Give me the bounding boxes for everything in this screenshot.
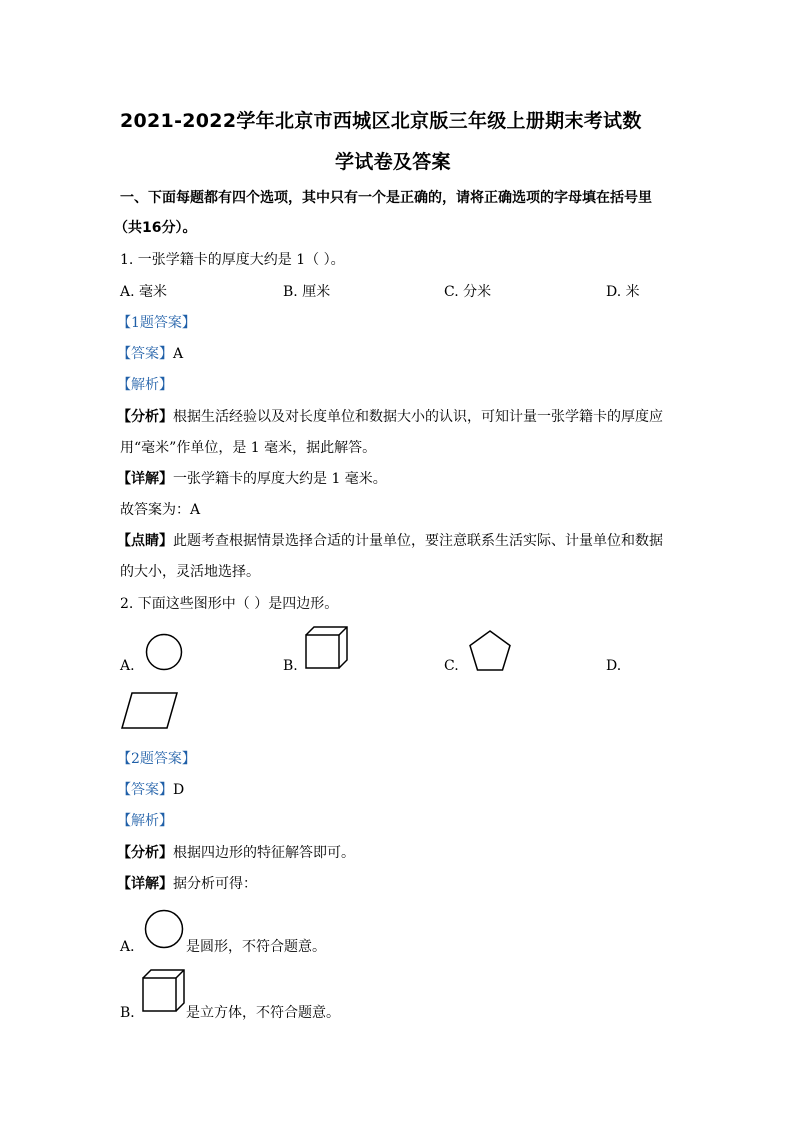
- q1-option-c: C. 分米: [444, 284, 492, 300]
- q2-xiangjie-text: 据分析可得：: [173, 876, 257, 892]
- q1-conclusion: 故答案为：A: [120, 502, 201, 518]
- q2-answer-tag: 【答案】: [117, 782, 173, 798]
- detail-cube-icon: [142, 969, 186, 1013]
- q2-analysis-heading: 【解析】: [117, 813, 173, 829]
- q1-xiangjie-line: [117, 468, 387, 488]
- circle-icon: [145, 633, 183, 671]
- q2-question: 2. 下面这些图形中（ ）是四边形。: [120, 596, 339, 612]
- q2-detail-b-letter: B．: [120, 1005, 145, 1021]
- q1-dianjing-text1: 此题考查根据情景选择合适的计量单位，要注意联系生活实际、计量单位和数据: [173, 533, 663, 549]
- q1-fenxi-line2: 用“毫米”作单位，是 1 毫米，据此解答。: [120, 440, 377, 456]
- parallelogram-icon: [120, 692, 180, 730]
- q2-answer-value: D: [173, 782, 185, 798]
- q1-option-b: B. 厘米: [283, 284, 331, 300]
- pentagon-icon: [468, 630, 512, 672]
- q1-xiangjie-tag: 【详解】: [117, 471, 173, 487]
- q2-option-b-letter: B.: [283, 658, 298, 674]
- q1-answer-tag: 【答案】: [117, 346, 173, 362]
- q1-answer-line: [117, 343, 183, 363]
- q2-xiangjie-tag: 【详解】: [117, 876, 173, 892]
- detail-circle-icon: [144, 909, 184, 949]
- q2-answer-heading: 【2题答案】: [117, 751, 196, 767]
- q1-dianjing-line1: [117, 530, 663, 550]
- q2-answer-line: [117, 779, 184, 799]
- q2-detail-b-text: 是立方体，不符合题意。: [186, 1005, 340, 1021]
- page-title-line2: 学试卷及答案: [335, 151, 451, 173]
- q1-answer-heading: 【1题答案】: [117, 315, 196, 331]
- q2-fenxi-tag: 【分析】: [117, 845, 173, 861]
- q2-fenxi-text: 根据四边形的特征解答即可。: [173, 845, 355, 861]
- q1-question: 1. 一张学籍卡的厚度大约是 1（ ）。: [120, 252, 345, 268]
- q2-option-d-letter: D.: [606, 658, 622, 674]
- q2-xiangjie-line: [117, 873, 257, 893]
- q2-detail-a-letter: A．: [120, 939, 145, 955]
- q2-option-c-letter: C.: [444, 658, 459, 674]
- q1-fenxi-text1: 根据生活经验以及对长度单位和数据大小的认识，可知计量一张学籍卡的厚度应: [173, 409, 663, 425]
- q1-dianjing-tag: 【点睛】: [117, 533, 173, 549]
- q2-detail-a-text: 是圆形，不符合题意。: [186, 939, 326, 955]
- q1-dianjing-line2: 的大小，灵活地选择。: [120, 564, 260, 580]
- q1-option-a: A. 毫米: [120, 284, 168, 300]
- section-header-line1: 一、下面每题都有四个选项，其中只有一个是正确的，请将正确选项的字母填在括号里: [120, 190, 652, 206]
- page-title-line1: 2021-2022学年北京市西城区北京版三年级上册期末考试数: [120, 110, 642, 132]
- q1-option-d: D. 米: [606, 284, 640, 300]
- q1-fenxi-line1: [117, 406, 663, 426]
- section-header-line2: （共16分）。: [114, 220, 197, 236]
- q1-xiangjie-text: 一张学籍卡的厚度大约是 1 毫米。: [173, 471, 387, 487]
- q2-fenxi-line: [117, 842, 355, 862]
- q1-analysis-heading: 【解析】: [117, 377, 173, 393]
- q2-option-a-letter: A.: [120, 658, 135, 674]
- cube-icon: [305, 626, 349, 670]
- q1-answer-value: A: [173, 346, 184, 362]
- q1-fenxi-tag: 【分析】: [117, 409, 173, 425]
